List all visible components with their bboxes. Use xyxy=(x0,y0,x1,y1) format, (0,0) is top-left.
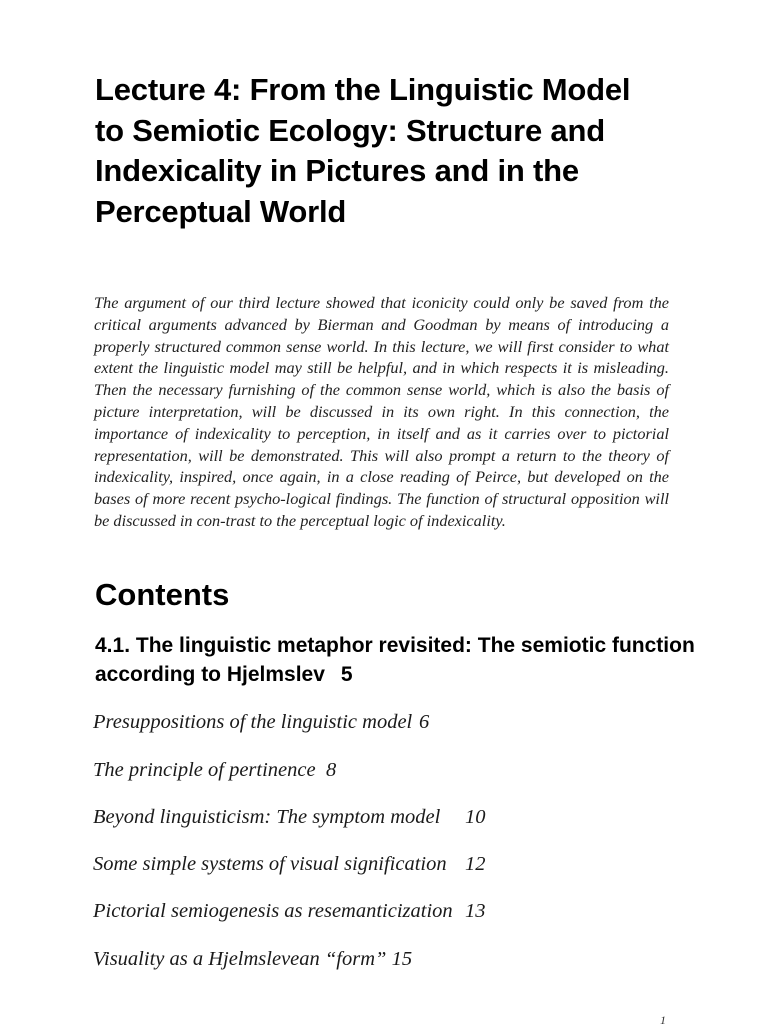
toc-item-title: Pictorial semiogenesis as resemanticization xyxy=(93,900,453,922)
toc-item-page-number: 10 xyxy=(465,806,486,828)
toc-item-page-number: 13 xyxy=(465,900,486,922)
toc-item-title: Visuality as a Hjelmslevean “form” xyxy=(93,948,387,970)
lecture-title: Lecture 4: From the Linguistic Model to Semiotic Ecology: Structure and Indexicality in Pictures and in the Perceptual World xyxy=(95,72,631,229)
page-number: 1 xyxy=(660,1013,666,1027)
toc-section-entry xyxy=(95,632,695,689)
toc-item-page-number: 8 xyxy=(326,759,337,781)
toc-item-page-number: 6 xyxy=(419,711,430,733)
toc-item xyxy=(93,709,430,735)
toc-item xyxy=(93,757,337,783)
toc-item-page-number: 15 xyxy=(391,948,413,970)
lecture-abstract: The argument of our third lecture showed that iconicity could only be saved from the critical arguments advanced by Bierman and Goodman by means of introducing a properly structured common sense world. In this lecture, we will first consider to what extent the linguistic model may still be helpful, and in which respects it is misleading. Then the necessary furnishing of the common sense world, which is also the basis of picture interpretation, will be discussed in its own right. In this connection, the importance of indexicality to perception, in itself and as it carries over to pictorial representation, will be demonstrated. This will also prompt a return to the theory of indexicality, inspired, once again, in a close reading of Peirce, but developed on the bases of more recent psycho-logical findings. The function of structural opposition will be discussed in con-trast to the perceptual logic of indexicality. xyxy=(94,293,669,530)
toc-item-title: Presuppositions of the linguistic model xyxy=(93,711,413,733)
toc-item-page-number: 12 xyxy=(465,853,486,875)
contents-heading: Contents xyxy=(95,577,230,612)
toc-item-title: Beyond linguisticism: The symptom model xyxy=(93,806,441,828)
toc-item-title: Some simple systems of visual signification xyxy=(93,853,447,875)
toc-item xyxy=(93,804,486,830)
toc-section-page-number: 5 xyxy=(340,662,353,686)
toc-section-title: 4.1. The linguistic metaphor revisited: The semiotic function according to Hjelmslev xyxy=(95,634,695,686)
toc-item xyxy=(93,851,486,877)
toc-item-title: The principle of pertinence xyxy=(93,759,316,781)
toc-item xyxy=(93,898,486,924)
toc-item xyxy=(93,946,412,972)
